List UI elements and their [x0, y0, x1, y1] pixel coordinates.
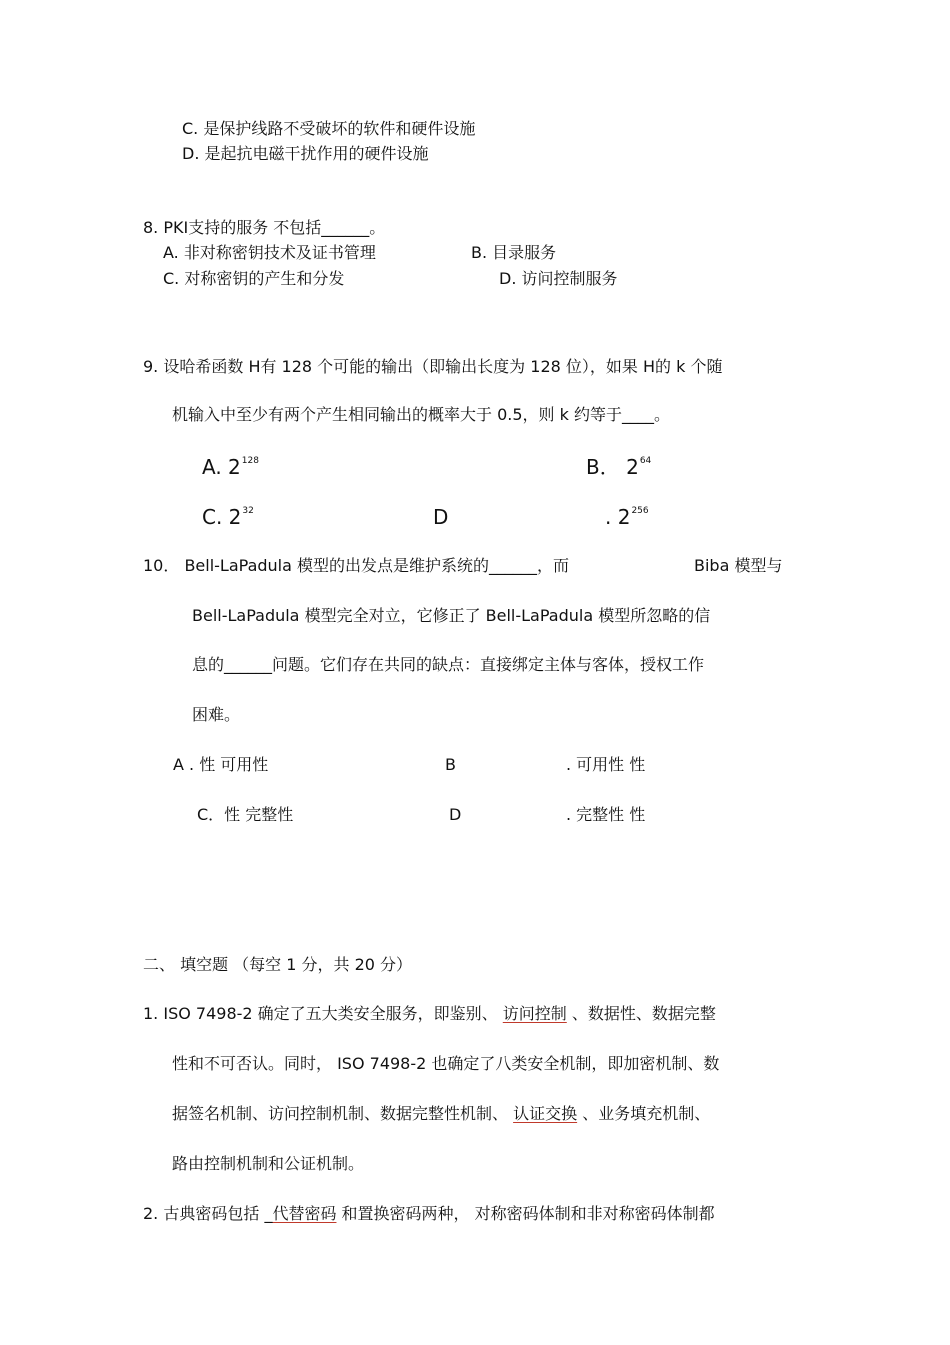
q9-option-c	[202, 507, 254, 527]
fill1-line-4: 路由控制机制和公证机制。	[172, 1154, 365, 1173]
fill1-line-1	[143, 1006, 716, 1022]
fill2-post: 和置换密码两种， 对称密码体制和非对称密码体制都	[336, 1204, 715, 1223]
q10-option-b: . 可用性 性	[566, 755, 646, 774]
q10-line-4: 困难。	[192, 705, 241, 724]
q9-option-b	[586, 457, 651, 477]
q9-option-d-exponent: 256	[631, 506, 649, 516]
q10-option-c: C．性 完整性	[197, 805, 294, 824]
q10-option-a: A . 性 可用性	[173, 755, 269, 774]
q7-option-c: C. 是保护线路不受破坏的软件和硬件设施	[182, 119, 476, 138]
q9-option-c-exponent: 32	[242, 506, 254, 516]
fill2-pre: 2. 古典密码包括	[143, 1204, 265, 1223]
q9-option-d-value: . 2	[605, 505, 631, 529]
q10-option-d: . 完整性 性	[566, 805, 646, 824]
q10-line-1b: Biba 模型与	[694, 556, 783, 575]
fill1-answer-1: 访问控制	[502, 1004, 567, 1023]
fill2-line-1	[143, 1206, 715, 1222]
q9-option-a-label: A. 2	[202, 455, 241, 479]
q8-option-a: A. 非对称密钥技术及证书管理	[163, 243, 376, 262]
fill1-answer-2: 认证交换	[513, 1104, 578, 1123]
q10-option-d-label: D	[449, 805, 462, 824]
q8-stem: 8. PKI支持的服务 不包括______。	[143, 218, 386, 237]
q10-line-3: 息的______问题。它们存在共同的缺点：直接绑定主体与客体，授权工作	[192, 655, 705, 674]
fill1-line-2: 性和不可否认。同时， ISO 7498-2 也确定了八类安全机制，即加密机制、数	[172, 1054, 720, 1073]
q8-option-c: C. 对称密钥的产生和分发	[163, 269, 345, 288]
fill1-line-1-post: 、数据性、数据完整	[566, 1004, 716, 1023]
q10-line-2: Bell-LaPadula 模型完全对立，它修正了 Bell-LaPadula 模型所忽略的信	[192, 606, 711, 625]
q10-option-b-label: B	[445, 755, 456, 774]
q8-option-b: B. 目录服务	[471, 243, 557, 262]
q7-option-d: D. 是起抗电磁干扰作用的硬件设施	[182, 144, 429, 163]
q8-option-d: D. 访问控制服务	[499, 269, 618, 288]
fill1-line-3-post: 、业务填充机制、	[577, 1104, 711, 1123]
q9-line-1: 9. 设哈希函数 H有 128 个可能的输出（即输出长度为 128 位），如果 H的 k 个随	[143, 357, 723, 376]
q9-line-2: 机输入中至少有两个产生相同输出的概率大于 0.5，则 k 约等于____。	[172, 405, 670, 424]
fill1-line-3-pre: 据签名机制、访问控制机制、数据完整性机制、	[172, 1104, 514, 1123]
q9-option-c-label: C. 2	[202, 505, 242, 529]
q9-option-b-label: B． 2	[586, 455, 639, 479]
section-2-title: 二、 填空题 （每空 1 分，共 20 分）	[143, 955, 413, 974]
fill2-answer: _代替密码	[264, 1204, 337, 1223]
fill1-line-1-pre: 1. ISO 7498-2 确定了五大类安全服务，即鉴别、	[143, 1004, 503, 1023]
q9-option-d	[605, 507, 649, 527]
q9-option-d-label: D	[433, 505, 449, 529]
q10-line-1a: 10． Bell-LaPadula 模型的出发点是维护系统的______，而	[143, 556, 570, 575]
q9-option-b-exponent: 64	[639, 456, 652, 466]
q9-option-a	[202, 457, 259, 477]
fill1-line-3	[172, 1106, 710, 1122]
q9-option-a-exponent: 128	[241, 456, 259, 466]
